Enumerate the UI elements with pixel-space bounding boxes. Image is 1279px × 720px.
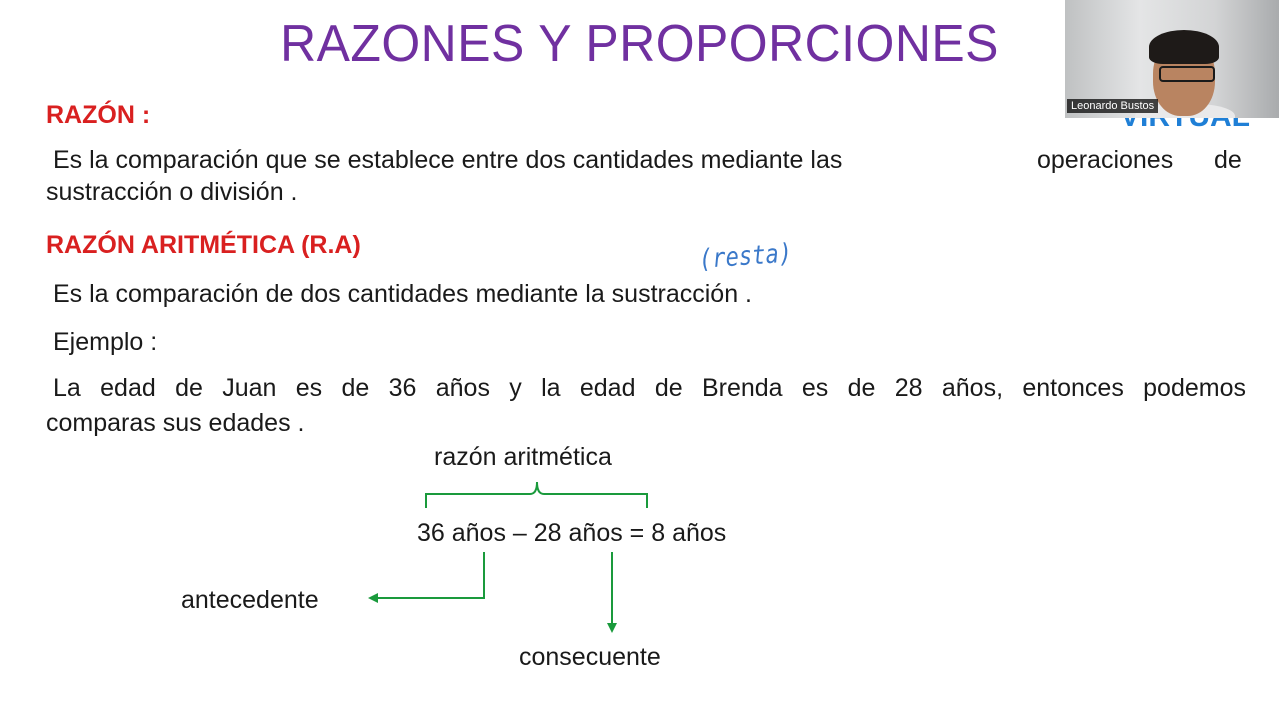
example-line2: comparas sus edades . <box>46 409 305 437</box>
razon-definition-line1-a: Es la comparación que se establece entre dos cantidades mediante las <box>53 146 843 174</box>
participant-name: Leonardo Bustos <box>1067 99 1158 113</box>
antecedent-arrowhead <box>368 593 378 603</box>
consequent-arrowhead <box>607 623 617 633</box>
bracket <box>426 482 647 508</box>
ra-definition: Es la comparación de dos cantidades mediante la sustracción . <box>53 280 752 308</box>
razon-definition-line2: sustracción o división . <box>46 178 298 206</box>
participant-video-tile[interactable] <box>1065 0 1279 118</box>
bracket-label: razón aritmética <box>434 443 612 471</box>
razon-definition-line1-c: de <box>1214 146 1242 174</box>
antecedent-arrow-line <box>376 552 484 598</box>
antecedent-label: antecedente <box>181 586 319 614</box>
participant-hair <box>1149 30 1219 64</box>
handwritten-note: (resta) <box>698 238 794 275</box>
slide-title: RAZONES Y PROPORCIONES <box>280 15 999 73</box>
equation: 36 años – 28 años = 8 años <box>417 519 727 547</box>
example-line1: La edad de Juan es de 36 años y la edad de Brenda es de 28 años, entonces podemos <box>53 374 1246 402</box>
participant-glasses <box>1159 66 1215 82</box>
heading-razon-aritmetica: RAZÓN ARITMÉTICA (R.A) <box>46 231 361 259</box>
razon-definition-line1-b: operaciones <box>1037 146 1174 174</box>
example-label: Ejemplo : <box>53 328 158 356</box>
heading-razon: RAZÓN : <box>46 101 151 129</box>
consequent-label: consecuente <box>519 643 661 671</box>
